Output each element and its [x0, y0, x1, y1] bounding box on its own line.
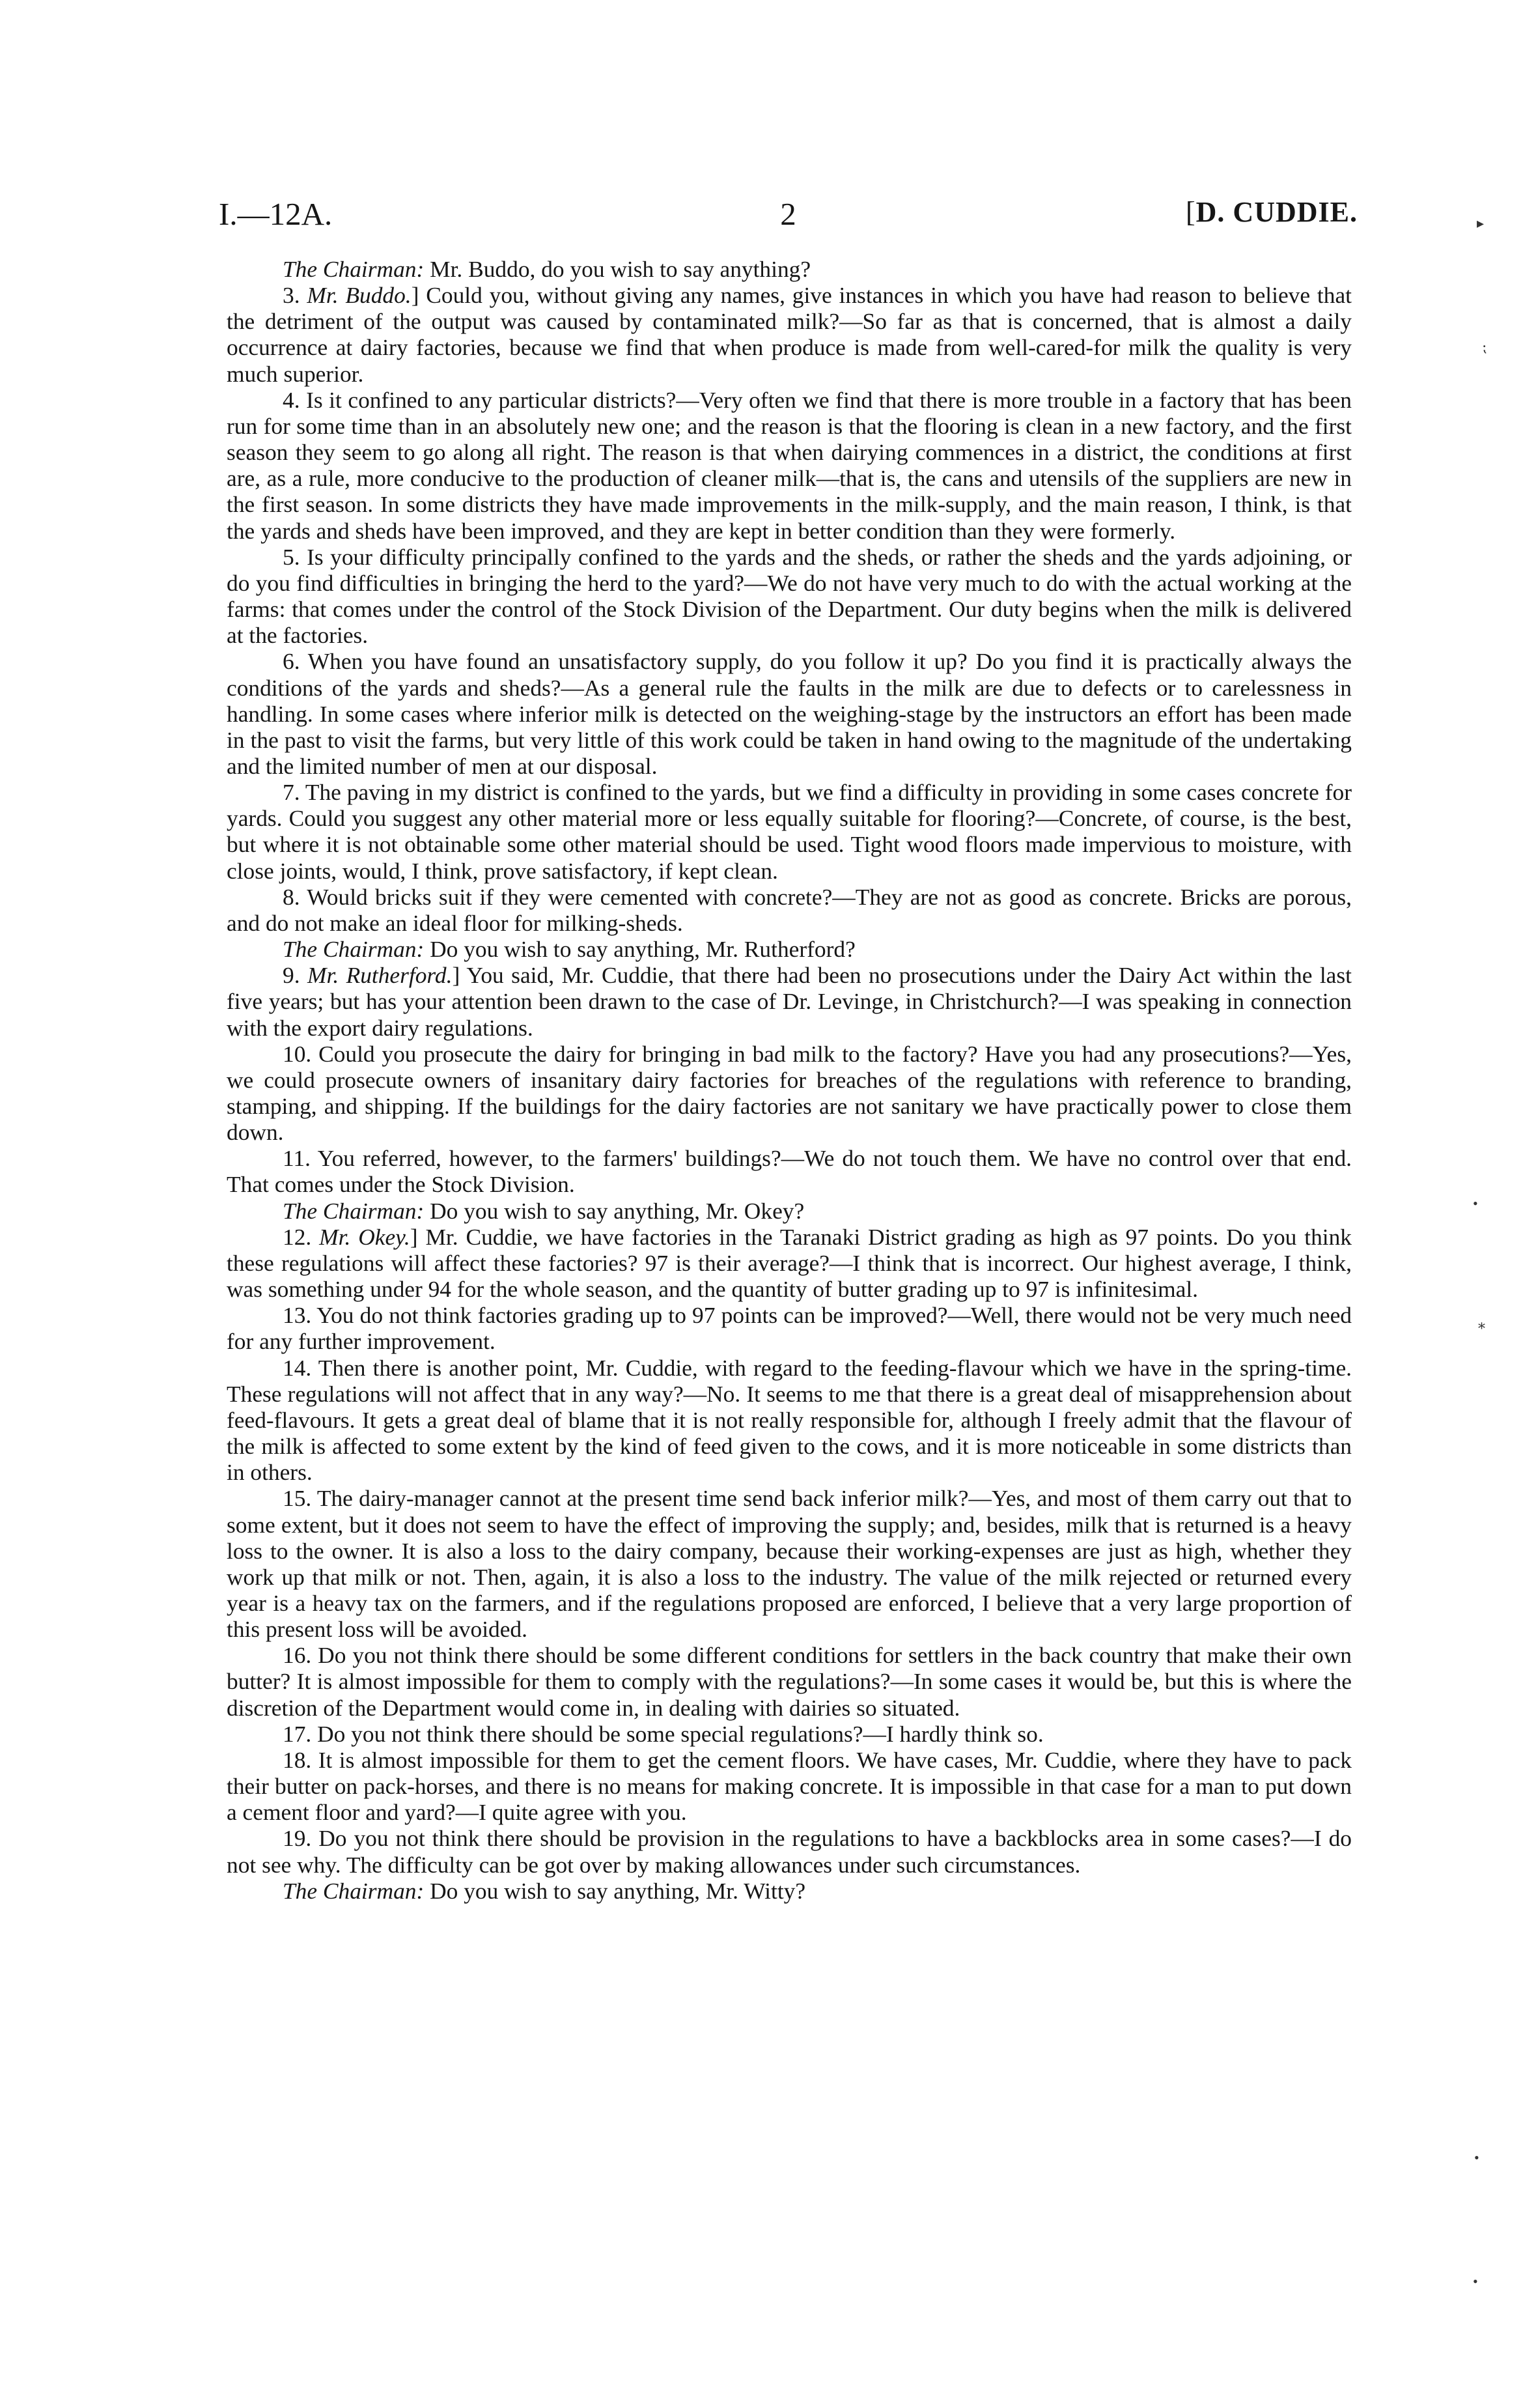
- paragraph: [227, 962, 1352, 1040]
- paragraph: [227, 1198, 1352, 1224]
- speaker-label: The Chairman:: [283, 1197, 425, 1224]
- paragraph: 8. Would bricks suit if they were cemented with concrete?—They are not as good as concrete. Bricks are porous, and do not make an ideal floor for milking-sheds.: [227, 883, 1352, 936]
- witness-name: D. CUDDIE.: [1195, 196, 1358, 228]
- paragraph-text: Do you wish to say anything, Mr. Okey?: [424, 1197, 805, 1224]
- paragraph-text: Mr. Buddo, do you wish to say anything?: [424, 256, 811, 282]
- paragraph: 7. The paving in my district is confined to the yards, but we find a difficulty in providing in some cases concrete for yards. Could you suggest any other material more or less equally suitable for flooring?—Concrete, of course, is the best, but where it is not obtainable some other material should be used. Tight wood floors made impervious to moisture, with close joints, would, I think, prove satisfactory, if kept clean.: [227, 779, 1352, 884]
- document-reference: I.—12A.: [219, 196, 333, 232]
- speaker-label: Mr. Buddo.: [307, 282, 412, 309]
- margin-mark: ⁎: [1478, 1316, 1485, 1332]
- paragraph: 16. Do you not think there should be some different conditions for settlers in the back country that make their own butter? It is almost impossible for them to comply with the regulations?—In some cases it would be, but this is where the discretion of the Department would come in, in dealing with dairies so situated.: [227, 1642, 1352, 1721]
- paragraph: 19. Do you not think there should be provision in the regulations to have a backblocks area in some cases?—I do not see why. The difficulty can be got over by making allowances under such circumstances.: [227, 1825, 1352, 1878]
- paragraph-text: ] Could you, without giving any names, give instances in which you have had reason to believe that the detriment of the output was caused by contaminated milk?—So far as that is concerned, that is almost a daily occurrence at dairy factories, because we find that when produce is made from well-cared-for milk the quality is very much superior.: [227, 282, 1352, 387]
- paragraph: [227, 1224, 1352, 1302]
- witness-name-header: [1186, 195, 1358, 229]
- speaker-label: The Chairman:: [283, 1877, 425, 1904]
- speaker-label: Mr. Okey.: [319, 1223, 410, 1250]
- paragraph: 4. Is it confined to any particular districts?—Very often we find that there is more trouble in a factory that has been run for some time than in an absolutely new one; and the reason is that the flooring is clean in a new factory, and the first season they seem to go along all right. The reason is that when dairying commences in a district, the conditions at first are, as a rule, more conducive to the production of cleaner milk—that is, the cans and utensils of the suppliers are new in the first season. In some districts they have made improvements in the milk-supply, and the main reason, I think, is that the yards and sheds have been improved, and they are kept in better condition than they were formerly.: [227, 386, 1352, 544]
- question-number: 12.: [283, 1223, 312, 1250]
- margin-mark: ⁏: [1482, 339, 1487, 355]
- question-number: 9.: [283, 962, 300, 989]
- paragraph: 10. Could you prosecute the dairy for bringing in bad milk to the factory? Have you had any prosecutions?—Yes, we could prosecute owners of insanitary dairy factories for breaches of the regulations with reference to branding, stamping, and shipping. If the buildings for the dairy factories are not sanitary we have practically power to close them down.: [227, 1040, 1352, 1146]
- paragraph: 11. You referred, however, to the farmers' buildings?—We do not touch them. We have no control over that end. That comes under the Stock Division.: [227, 1145, 1352, 1198]
- page-header: [219, 195, 1358, 241]
- paragraph: [227, 256, 1352, 282]
- paragraph-text: Do you wish to say anything, Mr. Rutherford?: [424, 936, 856, 963]
- speaker-label: The Chairman:: [283, 936, 425, 963]
- paragraph: [227, 936, 1352, 962]
- question-number: 3.: [283, 282, 300, 309]
- page-number: 2: [780, 196, 796, 232]
- paragraph: [227, 282, 1352, 387]
- testimony-body: [227, 256, 1352, 1904]
- paragraph: 13. You do not think factories grading up to 97 points can be improved?—Well, there would not be very much need for any further improvement.: [227, 1302, 1352, 1355]
- paragraph: 15. The dairy-manager cannot at the present time send back inferior milk?—Yes, and most of them carry out that to some extent, but it does not seem to have the effect of improving the supply; and, besides, milk that is returned is a heavy loss to the owner. It is also a loss to the dairy company, because their working-expenses are just as high, whether they work up that milk or not. Then, again, it is also a loss to the industry. The value of the milk rejected or returned every year is a heavy tax on the farmers, and if the regulations proposed are enforced, I believe that a very large proportion of this present loss will be avoided.: [227, 1485, 1352, 1643]
- header-bracket: [: [1185, 196, 1196, 228]
- speaker-label: The Chairman:: [283, 256, 425, 282]
- margin-mark: •: [1474, 2149, 1479, 2166]
- paragraph: 14. Then there is another point, Mr. Cuddie, with regard to the feeding-flavour which we have in the spring-time. These regulations will not affect that in any way?—No. It seems to me that there is a great deal of misapprehension about feed-flavours. It gets a great deal of blame that it is not really responsible for, although I freely admit that the flavour of the milk is affected to some extent by the kind of feed given to the cows, and it is more noticeable in some districts than in others.: [227, 1354, 1352, 1486]
- paragraph: 5. Is your difficulty principally confined to the yards and the sheds, or rather the sheds and the yards adjoining, or do you find difficulties in bringing the herd to the yard?—We do not have very much to do with the actual working at the farms: that comes under the control of the Stock Division of the Department. Our duty begins when the milk is delivered at the factories.: [227, 543, 1352, 649]
- paragraph: 18. It is almost impossible for them to get the cement floors. We have cases, Mr. Cuddie, where they have to pack their butter on pack-horses, and there is no means for making concrete. It is impossible in that case for a man to put down a cement floor and yard?—I quite agree with you.: [227, 1746, 1352, 1826]
- paragraph-text: ] You said, Mr. Cuddie, that there had been no prosecutions under the Dairy Act within the last five years; but has your attention been drawn to the case of Dr. Levinge, in Christchurch?—I was speaking in connection with the export dairy regulations.: [227, 962, 1352, 1041]
- paragraph-text: ] Mr. Cuddie, we have factories in the Taranaki District grading as high as 97 points. Do you think these regulations will affect these factories? 97 is their average?—I think that is incorrect. Our highest average, I think, was something under 94 for the whole season, and the quantity of butter grading up to 97 is infinitesimal.: [227, 1223, 1352, 1303]
- paragraph-text: Do you wish to say anything, Mr. Witty?: [424, 1877, 806, 1904]
- margin-mark: ▸: [1477, 215, 1485, 231]
- paragraph: [227, 1878, 1352, 1904]
- paragraph: 17. Do you not think there should be some special regulations?—I hardly think so.: [283, 1720, 1044, 1747]
- margin-mark: •: [1473, 1195, 1478, 1211]
- paragraph: 6. When you have found an unsatisfactory supply, do you follow it up? Do you find it is practically always the conditions of the yards and sheds?—As a general rule the faults in the milk are due to defects or to carelessness in handling. In some cases where inferior milk is detected on the weighing-stage by the instructors an effort has been made in the past to visit the farms, but very little of this work could be taken in hand owing to the magnitude of the undertaking and the limited number of men at our disposal.: [227, 648, 1352, 779]
- speaker-label: Mr. Rutherford.: [307, 962, 453, 989]
- margin-mark: •: [1473, 2273, 1478, 2289]
